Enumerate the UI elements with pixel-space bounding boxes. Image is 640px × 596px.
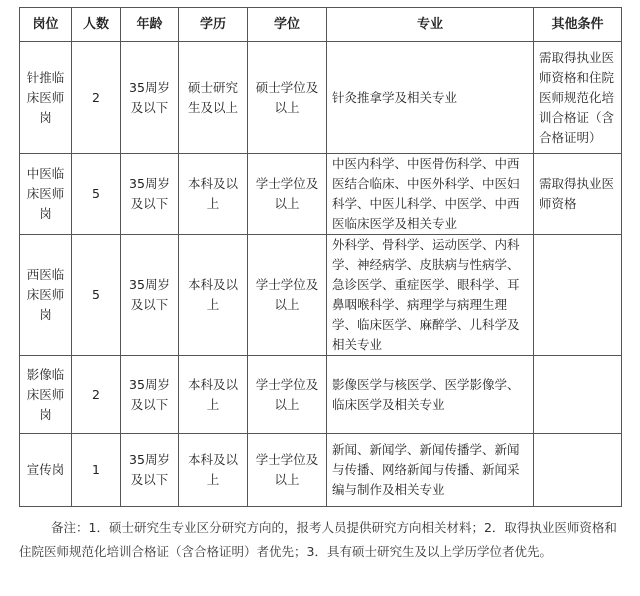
table-row <box>20 356 622 434</box>
header-count: 人数 <box>72 8 121 42</box>
cell-degree: 学士学位及以上 <box>248 235 327 356</box>
cell-count: 5 <box>72 235 121 356</box>
cell-other <box>534 235 622 356</box>
cell-education: 本科及以上 <box>179 154 248 235</box>
cell-major: 影像医学与核医学、医学影像学、临床医学及相关专业 <box>327 356 534 434</box>
header-degree: 学位 <box>248 8 327 42</box>
cell-post: 西医临床医师岗 <box>20 235 72 356</box>
cell-major: 中医内科学、中医骨伤科学、中西医结合临床、中医外科学、中医妇科学、中医儿科学、中医学、中西医临床医学及相关专业 <box>327 154 534 235</box>
table-header-row <box>20 8 622 42</box>
table-row <box>20 434 622 507</box>
cell-post: 宣传岗 <box>20 434 72 507</box>
cell-count: 5 <box>72 154 121 235</box>
cell-age: 35周岁及以下 <box>121 434 179 507</box>
cell-post: 影像临床医师岗 <box>20 356 72 434</box>
cell-age: 35周岁及以下 <box>121 235 179 356</box>
header-post: 岗位 <box>20 8 72 42</box>
cell-other: 需取得执业医师资格 <box>534 154 622 235</box>
cell-education: 硕士研究生及以上 <box>179 42 248 154</box>
cell-degree: 学士学位及以上 <box>248 434 327 507</box>
cell-other <box>534 434 622 507</box>
header-age: 年龄 <box>121 8 179 42</box>
cell-count: 2 <box>72 42 121 154</box>
header-education: 学历 <box>179 8 248 42</box>
table-row <box>20 235 622 356</box>
cell-degree: 学士学位及以上 <box>248 356 327 434</box>
remarks-note: 备注：1．硕士研究生专业区分研究方向的，报考人员提供研究方向相关材料；2．取得执业医师资格和住院医师规范化培训合格证（含合格证明）者优先；3．具有硕士研究生及以上学历学位者优先。 <box>19 520 617 559</box>
header-other: 其他条件 <box>534 8 622 42</box>
cell-post: 针推临床医师岗 <box>20 42 72 154</box>
table-row <box>20 42 622 154</box>
table-row <box>20 154 622 235</box>
cell-education: 本科及以上 <box>179 434 248 507</box>
cell-education: 本科及以上 <box>179 235 248 356</box>
recruitment-table <box>19 7 622 507</box>
cell-degree: 学士学位及以上 <box>248 154 327 235</box>
cell-age: 35周岁及以下 <box>121 356 179 434</box>
cell-age: 35周岁及以下 <box>121 42 179 154</box>
cell-major: 新闻、新闻学、新闻传播学、新闻与传播、网络新闻与传播、新闻采编与制作及相关专业 <box>327 434 534 507</box>
cell-major: 外科学、骨科学、运动医学、内科学、神经病学、皮肤病与性病学、急诊医学、重症医学、眼科学、耳鼻咽喉科学、病理学与病理生理学、临床医学、麻醉学、儿科学及相关专业 <box>327 235 534 356</box>
cell-count: 1 <box>72 434 121 507</box>
cell-age: 35周岁及以下 <box>121 154 179 235</box>
cell-post: 中医临床医师岗 <box>20 154 72 235</box>
cell-degree: 硕士学位及以上 <box>248 42 327 154</box>
cell-other <box>534 356 622 434</box>
cell-major: 针灸推拿学及相关专业 <box>327 42 534 154</box>
cell-other: 需取得执业医师资格和住院医师规范化培训合格证（含合格证明） <box>534 42 622 154</box>
cell-count: 2 <box>72 356 121 434</box>
cell-education: 本科及以上 <box>179 356 248 434</box>
header-major: 专业 <box>327 8 534 42</box>
